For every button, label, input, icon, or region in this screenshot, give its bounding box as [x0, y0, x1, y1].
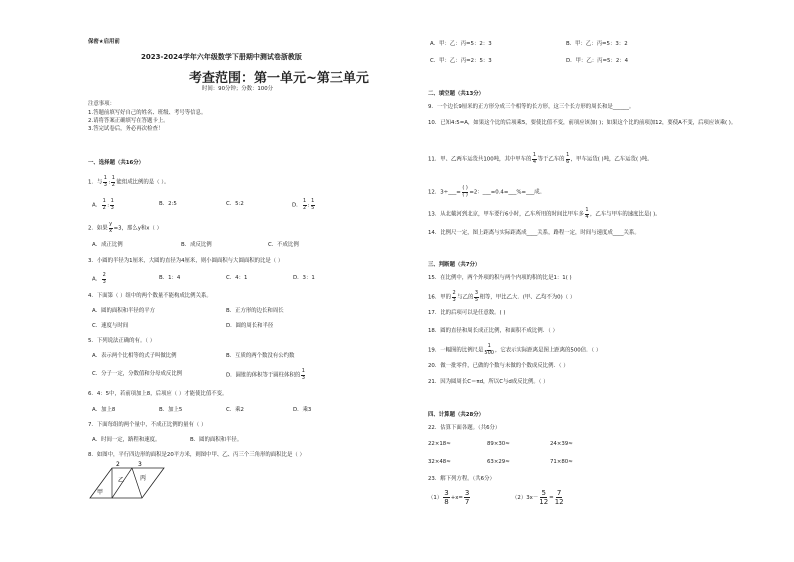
estimate-item: 32×48≈ — [428, 459, 451, 465]
note-item: 1.答题前填写好自己的姓名、班级、考号等信息。 — [88, 110, 207, 116]
q4-option-d[interactable]: D．圆的周长和半径 — [226, 323, 274, 329]
q2-option-c[interactable]: C．不成比例 — [268, 242, 299, 248]
estimate-item: 22×18≈ — [428, 441, 451, 447]
q5-option-b[interactable]: B．互质的两个数没有公约数 — [226, 353, 295, 359]
q1-option-a[interactable]: A． $\frac{1}{2}$ : $\frac{1}{3}$ — [92, 198, 114, 211]
note-item: 2.请将答案正确填写在答题卡上。 — [88, 118, 169, 124]
question-9: 9．一个边长9厘米的正方形分成三个相等的长方形，这三个长方形的周长和是______。 — [428, 104, 635, 110]
section-choice: 一、选择题（共16分） — [88, 160, 145, 166]
question-1: 1．与 $\frac{1}{3}$ : $\frac{1}{2}$ 能组成比例的是（ ）。 — [88, 175, 170, 188]
question-3: 3．小圆的半径为1厘米，大圆的直径为4厘米，则小圆面积与大圆面积的比是（ ） — [88, 258, 284, 264]
q3-option-c[interactable]: C．4：1 — [226, 275, 248, 281]
q8-option-b[interactable]: B．甲：乙：丙=5：3：2 — [566, 41, 628, 47]
question-19: 19．一幅图的比例尺是 $\frac{1}{500}$ ，它表示实际距离是图上距离的500倍．（ ） — [428, 343, 602, 356]
q5-option-c[interactable]: C．分子一定，分数值和分母成反比例 — [92, 371, 183, 377]
q3-option-b[interactable]: B．1：4 — [159, 275, 181, 281]
question-18: 18．圆的直径和周长成正比例，和面积不成比例．（ ） — [428, 328, 558, 334]
q4-option-b[interactable]: B．正方形的边长和周长 — [226, 308, 284, 314]
q5-option-d[interactable]: D．圆锥的体积等于圆柱体积的 $\frac{1}{3}$ — [226, 368, 305, 381]
question-5: 5．下列说法正确的有。（ ） — [88, 338, 156, 344]
q6-option-d[interactable]: D．乘3 — [293, 407, 312, 413]
question-14: 14．比例尺一定，图上距离与实际距离成____关系，路程一定，时间与速度成____关系。 — [428, 230, 640, 236]
question-12: 12．3÷___= $\frac{( )}{( )}$ =2：___=0.4=___%=___成。 — [428, 185, 545, 198]
q2-option-a[interactable]: A．成正比例 — [92, 242, 123, 248]
q6-option-a[interactable]: A．加上8 — [92, 407, 116, 413]
question-20: 20．做一批零件，已做的个数与未做的个数成反比例．（ ） — [428, 363, 569, 369]
question-15: 15．在比例中，两个外项的积与两个内项的积的比是1：1( ) — [428, 275, 572, 281]
q8-option-c[interactable]: C．甲：乙：丙=2：5：3 — [430, 58, 492, 64]
exam-scope: 考查范围：第一单元~第三单元 — [189, 71, 369, 86]
q6-option-c[interactable]: C．乘2 — [226, 407, 244, 413]
q8-option-a[interactable]: A．甲：乙：丙=5：2：3 — [430, 41, 492, 47]
q7-option-a[interactable]: A．时间一定，路程和速度。 — [92, 437, 161, 443]
note-item: 3.答完试卷后，务必再次检查！ — [88, 126, 164, 132]
estimate-item: 24×39≈ — [550, 441, 573, 447]
figure-label-bing: 丙 — [140, 475, 147, 482]
q3-option-a[interactable]: A． $\frac{2}{3}$ — [92, 272, 106, 285]
time-score: 时间：90分钟；分数：100分 — [202, 86, 274, 92]
q6-option-b[interactable]: B．加上5 — [159, 407, 183, 413]
figure-label-jia: 甲 — [97, 489, 104, 496]
estimate-item: 71×80≈ — [550, 459, 573, 465]
question-21: 21．因为圆周长C＝πd，所以C与d成反比例。（ ） — [428, 379, 549, 385]
estimate-item: 89×30≈ — [487, 441, 510, 447]
q5-option-a[interactable]: A．表示两个比相等的式子叫做比例 — [92, 353, 177, 359]
notes-heading: 注意事项： — [88, 101, 115, 107]
q4-option-a[interactable]: A．圆的面积和半径的平方 — [92, 308, 155, 314]
section-fill: 二、填空题（共13分） — [428, 91, 485, 97]
parallelogram-figure — [88, 460, 168, 502]
q1-option-d[interactable]: D． $\frac{1}{2}$ : $\frac{1}{5}$ — [292, 198, 315, 211]
question-17: 17．比的后项可以是任意数。( ) — [428, 310, 506, 316]
q1-option-b[interactable]: B．2:5 — [159, 201, 177, 207]
estimate-item: 63×29≈ — [487, 459, 510, 465]
q8-option-d[interactable]: D．甲：乙：丙=5：2：4 — [566, 58, 629, 64]
question-23: 23．解下列方程。（共6分） — [428, 476, 495, 482]
q7-option-b[interactable]: B．圆的面积和半径。 — [190, 437, 243, 443]
q2-option-b[interactable]: B．成反比例 — [181, 242, 212, 248]
question-22: 22．估算下面各题。（共6分） — [428, 425, 501, 431]
figure-label-2: 2 — [116, 461, 120, 468]
question-16: 16．甲的 $\frac{2}{3}$ 与乙的 $\frac{3}{5}$ 相等，甲比乙大．(甲、乙均不为0)（ ） — [428, 290, 576, 303]
exam-title: 2023-2024学年六年级数学下册期中测试卷浙教版 — [141, 53, 302, 61]
question-11: 11．甲、乙两车运货共100吨，其中甲车的 $\frac{1}{4}$ 等于乙车的 $\frac{1}{6}$ ，甲车运货( )吨，乙车运货( )吨。 — [428, 152, 653, 165]
question-10: 10．已知4:5=A，如果这个比的后项乘5，要使比值不变，前项应该加( )；如果这个比的前项加12，要使A不变，后项应该乘( )。 — [428, 120, 737, 126]
question-4: 4．下面第（ ）组中的两个数量不能构成比例关系。 — [88, 293, 212, 299]
secret-label: 保密★启用前 — [88, 39, 120, 45]
question-6: 6．4：5中，若前项加上8，后项应（ ）才能使比值不变。 — [88, 391, 228, 397]
equation-2: （2）3x－ $\frac{5}{12}$ = $\frac{7}{12}$ — [512, 489, 564, 506]
section-calc: 四、计算题（共28分） — [428, 412, 485, 418]
q4-option-c[interactable]: C．速度与时间 — [92, 323, 129, 329]
equation-1: （1） $\frac{3}{8}$ +x= $\frac{3}{7}$ — [428, 489, 470, 506]
question-2: 2．如果 $\frac{y}{x}$ =3，那么y和x（ ） — [88, 221, 162, 234]
figure-label-3: 3 — [138, 461, 142, 468]
figure-label-yi: 乙 — [118, 477, 125, 484]
q3-option-d[interactable]: D．3：1 — [293, 275, 315, 281]
question-8: 8．如图中，平行四边形的面积是20平方米，则图中甲、乙、丙三个三角形的面积比是（ ） — [88, 452, 305, 458]
question-7: 7．下面每组的两个量中，不成正比例的量有（ ） — [88, 422, 207, 428]
q1-option-c[interactable]: C．5:2 — [226, 201, 244, 207]
question-13: 13．从北戴河到北京，甲车要行6小时，乙车所用的时间比甲车多 $\frac{1}{4}$ ，乙车与甲车的速度比是( )。 — [428, 207, 661, 220]
section-judge: 三、判断题（共7分） — [428, 262, 481, 268]
figure-line — [132, 468, 142, 498]
